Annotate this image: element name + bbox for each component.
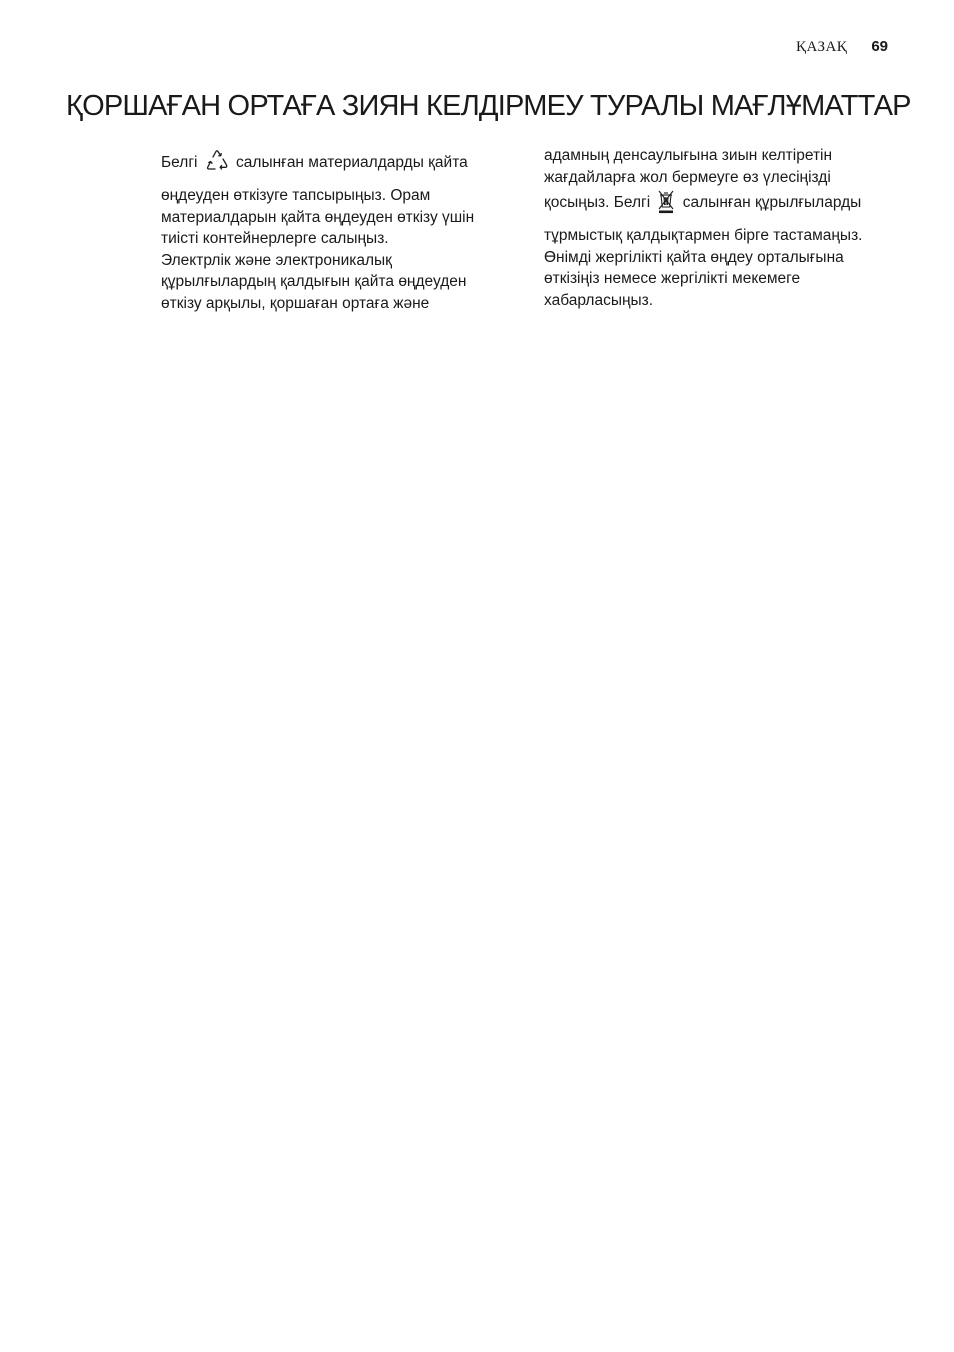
paragraph-line [544,188,889,225]
paragraph-line: Өнімді жергілікті қайта өңдеу орталығына [544,248,844,266]
page-header [796,38,888,56]
crossed-bin-icon [656,188,676,225]
recycle-icon [204,148,230,185]
paragraph-line: жағдайларға жол бермеуге өз үлесіңізді [544,168,831,186]
paragraph-line: Электрлік және электроникалық [161,251,392,269]
paragraph-line: тиісті контейнерлерге салыңыз. [161,230,389,247]
paragraph-line: өңдеуден өткізуге тапсырыңыз. Орам [161,187,431,204]
language-label: ҚАЗАҚ [795,39,848,55]
paragraph-line: тұрмыстық қалдықтармен бірге тастамаңыз. [544,227,863,244]
page-number: 69 [871,38,888,55]
text-segment: салынған құрылғыларды [682,194,862,211]
page-title: ҚОРШАҒАН ОРТАҒА ЗИЯН КЕЛДІРМЕУ ТУРАЛЫ МАҒЛҰМАТТАР [66,90,911,122]
paragraph-line [161,148,506,185]
text-segment: қосыңыз. Белгі [544,194,651,211]
paragraph-line: хабарласыңыз. [544,291,654,309]
paragraph-line: өткізу арқылы, қоршаған ортаға және [161,294,430,312]
paragraph-line: адамның денсаулығына зиын келтіретін [544,147,833,164]
right-column [544,145,889,311]
paragraph-line: құрылғылардың қалдығын қайта өңдеуден [161,273,467,290]
text-segment: салынған материалдарды қайта [236,154,468,171]
paragraph-line: өткізіңіз немесе жергілікті мекемеге [544,270,801,287]
left-column [161,148,506,314]
text-segment: Белгі [161,154,198,171]
paragraph-line: материалдарын қайта өңдеуден өткізу үшін [161,208,475,226]
